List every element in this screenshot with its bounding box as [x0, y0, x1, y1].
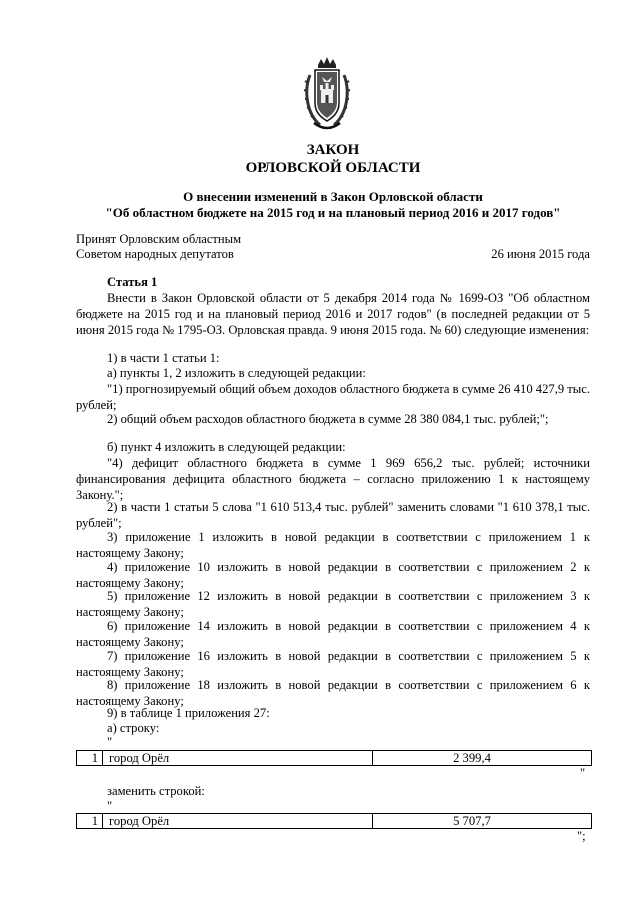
item-7: 7) приложение 16 изложить в новой редакции в соответствии с приложением 5 к настоящему Закону;	[76, 649, 590, 679]
quote-close-mark: "	[580, 766, 586, 780]
law-title: ЗАКОН	[306, 142, 360, 158]
adoption-line2: Советом народных депутатов	[76, 247, 234, 261]
law-subtitle-line2: "Об областном бюджете на 2015 год и на плановый период 2016 и 2017 годов"	[105, 205, 561, 220]
adoption-date: 26 июня 2015 года	[491, 247, 590, 261]
item-1: 1) в части 1 статьи 1:	[107, 351, 220, 365]
row-old-value: 2 399,4	[453, 751, 491, 765]
item-1b-point4: "4) дефицит областного бюджета в сумме 1 969 656,2 тыс. рублей; источники финансирования дефицита областного бюджета – согласно приложению 1 к настоящему Закону.";	[76, 456, 590, 502]
coat-of-arms-emblem	[302, 55, 352, 135]
item-1b: б) пункт 4 изложить в следующей редакции:	[107, 440, 346, 454]
item-4: 4) приложение 10 изложить в новой редакции в соответствии с приложением 2 к настоящему Закону;	[76, 560, 590, 590]
row-new-number: 1	[77, 814, 103, 828]
item-1a-point1: "1) прогнозируемый общий объем доходов областного бюджета в сумме 26 410 427,9 тыс. рублей;	[76, 382, 590, 412]
table-row-old	[76, 750, 592, 766]
quote-end-mark: ";	[577, 829, 586, 843]
quote-open-mark-2: "	[107, 799, 113, 813]
row-new-value: 5 707,7	[453, 814, 491, 828]
quote-open-mark: "	[107, 735, 113, 749]
item-1a: а) пункты 1, 2 изложить в следующей редакции:	[107, 366, 366, 380]
item-3: 3) приложение 1 изложить в новой редакции в соответствии с приложением 1 к настоящему Закону;	[76, 530, 590, 560]
table-row-new	[76, 813, 592, 829]
article-heading: Статья 1	[107, 275, 158, 289]
replace-with-text: заменить строкой:	[107, 784, 205, 798]
item-9a: а) строку:	[107, 721, 160, 735]
article-intro: Внести в Закон Орловской области от 5 декабря 2014 года № 1699-ОЗ "Об областном бюджете на 2015 год и на плановый период 2016 и 2017 годов" (в последней редакции от 5 июня 2015 года № 1795-ОЗ. Орловская правда. 9 июня 2015 года. № 60) следующие изменения:	[76, 291, 590, 337]
item-1a-point2: 2) общий объем расходов областного бюджета в сумме 28 380 084,1 тыс. рублей;";	[107, 412, 549, 426]
item-2: 2) в части 1 статьи 5 слова "1 610 513,4 тыс. рублей" заменить словами "1 610 378,1 тыс. рублей";	[76, 500, 590, 530]
item-9: 9) в таблице 1 приложения 27:	[107, 706, 270, 720]
item-5: 5) приложение 12 изложить в новой редакции в соответствии с приложением 3 к настоящему Закону;	[76, 589, 590, 619]
row-new-name: город Орёл	[103, 814, 373, 828]
row-old-number: 1	[77, 751, 103, 765]
law-subtitle-line1: О внесении изменений в Закон Орловской области	[183, 189, 483, 204]
law-region-title: ОРЛОВСКОЙ ОБЛАСТИ	[245, 160, 421, 176]
adoption-line1: Принят Орловским областным	[76, 232, 242, 246]
item-6: 6) приложение 14 изложить в новой редакции в соответствии с приложением 4 к настоящему Закону;	[76, 619, 590, 649]
item-8: 8) приложение 18 изложить в новой редакции в соответствии с приложением 6 к настоящему Закону;	[76, 678, 590, 708]
row-old-name: город Орёл	[103, 751, 373, 765]
